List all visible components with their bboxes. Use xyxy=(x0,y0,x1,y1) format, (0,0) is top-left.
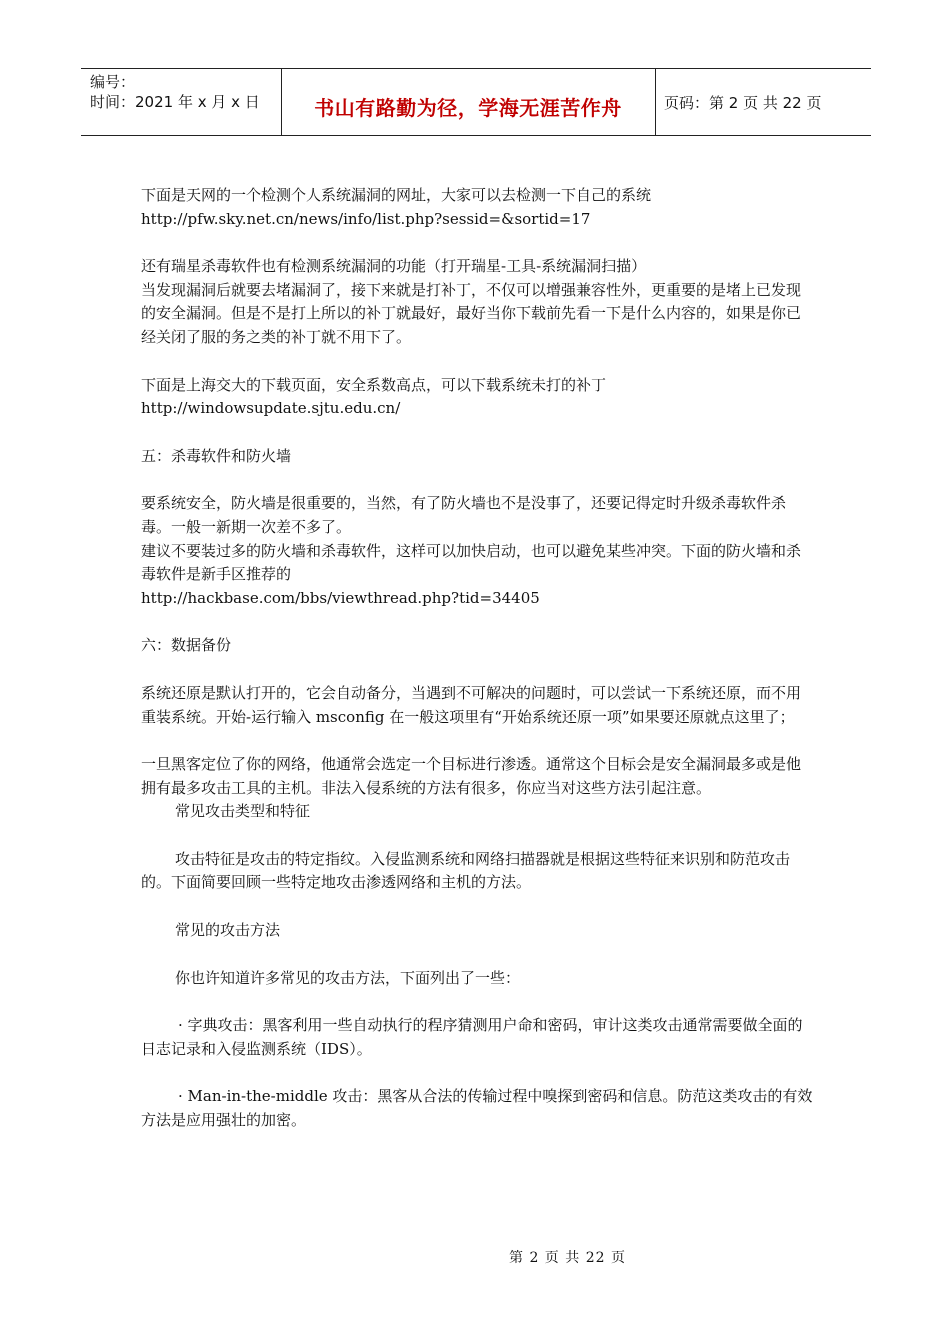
header-page-count: 页码：第 2 页 共 22 页 xyxy=(664,94,822,112)
paragraph: 下面是天网的一个检测个人系统漏洞的网址，大家可以去检测一下自己的系统 xyxy=(141,186,652,204)
subheading: 常见的攻击方法 xyxy=(175,921,281,940)
list-item: · Man-in-the-middle 攻击：黑客从合法的传输过程中嗅探到密码和信息。防范这类攻击的有效方法是应用强壮的加密。 xyxy=(141,1087,813,1130)
header-divider-left xyxy=(281,68,282,136)
page-footer: 第 2 页 共 22 页 xyxy=(509,1250,626,1266)
header-top-rule xyxy=(81,68,871,69)
document-body xyxy=(141,184,813,1133)
paragraph: 还有瑞星杀毒软件也有检测系统漏洞的功能（打开瑞星-工具-系统漏洞扫描） xyxy=(141,257,647,276)
paragraph: 当发现漏洞后就要去堵漏洞了，接下来就是打补丁，不仅可以增强兼容性外，更重要的是堵上已发现的安全漏洞。但是不是打上所以的补丁就最好，最好当你下载前先看一下是什么内容的，如果是你已经关闭了服的务之类的补丁就不用下了。 xyxy=(141,280,802,346)
header-bottom-rule xyxy=(81,135,871,136)
header-meta xyxy=(90,72,260,112)
serial-label: 编号： xyxy=(90,73,136,91)
list-item: · 字典攻击：黑客利用一些自动执行的程序猜测用户命和密码，审计这类攻击通常需要做全面的日志记录和入侵监测系统（IDS）。 xyxy=(141,1016,803,1058)
header-divider-right xyxy=(655,68,656,136)
subheading: 常见攻击类型和特征 xyxy=(175,802,311,821)
paragraph: 一旦黑客定位了你的网络，他通常会选定一个目标进行渗透。通常这个目标会是安全漏洞最多或是他拥有最多攻击工具的主机。非法入侵系统的方法有很多，你应当对这些方法引起注意。 xyxy=(141,755,802,797)
time-label: 时间：2021 年 x 月 x 日 xyxy=(90,93,260,111)
paragraph: 建议不要装过多的防火墙和杀毒软件，这样可以加快启动，也可以避免某些冲突。下面的防火墙和杀毒软件是新手区推荐的 xyxy=(141,541,802,584)
url-link[interactable]: http://hackbase.com/bbs/viewthread.php?tid=34405 xyxy=(141,588,540,607)
url-link[interactable]: http://windowsupdate.sjtu.edu.cn/ xyxy=(141,399,401,418)
paragraph: 要系统安全，防火墙是很重要的，当然，有了防火墙也不是没事了，还要记得定时升级杀毒软件杀毒。一般一新期一次差不多了。 xyxy=(141,494,787,536)
paragraph: 下面是上海交大的下载页面，安全系数高点，可以下载系统未打的补丁 xyxy=(141,375,607,394)
section-heading: 六：数据备份 xyxy=(141,636,232,655)
paragraph: 你也许知道许多常见的攻击方法，下面列出了一些： xyxy=(175,968,521,987)
section-heading: 五：杀毒软件和防火墙 xyxy=(141,446,292,465)
paragraph: 系统还原是默认打开的，它会自动备分，当遇到不可解决的问题时，可以尝试一下系统还原，而不用重装系统。开始-运行输入 msconfig 在一般这项里有“开始系统还原一项”如果要还原就点这里了； xyxy=(141,683,802,726)
url-link[interactable]: http://pfw.sky.net.cn/news/info/list.php?sessid=&sortid=17 xyxy=(141,209,591,228)
header-motto: 书山有路勤为径，学海无涯苦作舟 xyxy=(314,96,622,120)
paragraph: 攻击特征是攻击的特定指纹。入侵监测系统和网络扫描器就是根据这些特征来识别和防范攻击的。下面简要回顾一些特定地攻击渗透网络和主机的方法。 xyxy=(141,849,791,892)
